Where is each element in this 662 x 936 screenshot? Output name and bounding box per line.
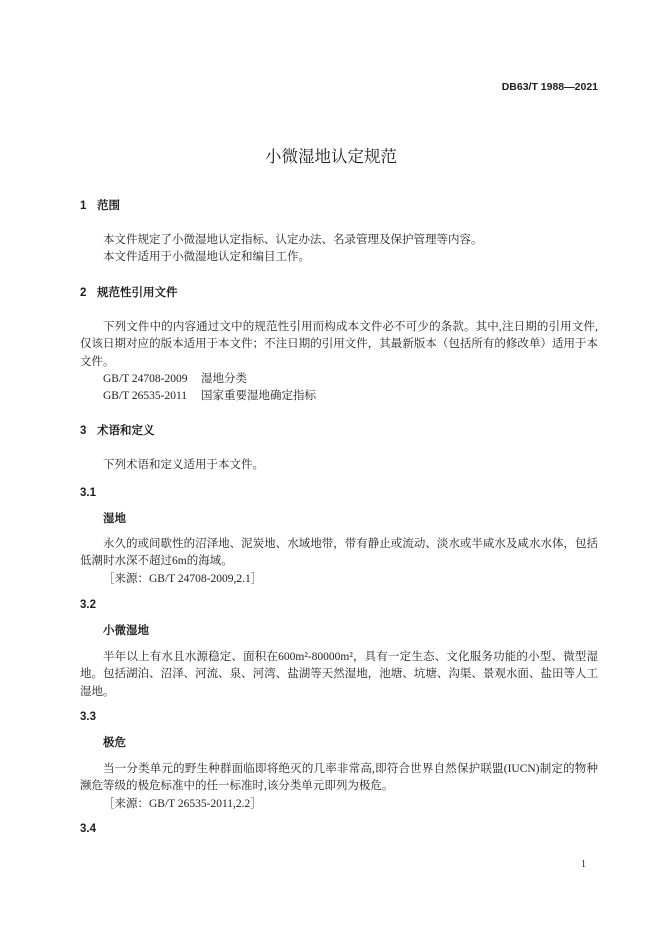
section-3-heading xyxy=(80,423,598,440)
reference-code: GB/T 26535-2011 xyxy=(103,390,188,403)
term-definition-line: 濒危等级的极危标准中的任一标准时,该分类单元即列为极危。 xyxy=(80,780,394,793)
section-number: 3 xyxy=(80,425,87,437)
term-definition xyxy=(80,536,598,588)
reference-code: GB/T 24708-2009 xyxy=(103,372,188,385)
term-definition xyxy=(80,649,598,701)
section-number: 1 xyxy=(80,200,87,212)
paragraph-line: 仅该日期对应的版本适用于本文件；不注日期的引用文件，其最新版本（包括所有的修改单）适用于本 xyxy=(80,338,598,351)
reference-title: 湿地分类 xyxy=(201,372,247,385)
term-entry-number: 3.4 xyxy=(80,823,96,835)
section-1-body xyxy=(80,232,598,267)
paragraph: 下列术语和定义适用于本文件。 xyxy=(103,459,264,471)
header-document-code: DB63/T 1988—2021 xyxy=(501,81,598,93)
section-1-heading xyxy=(80,198,598,215)
term-name: 小微湿地 xyxy=(103,625,149,637)
paragraph: 本文件规定了小微湿地认定指标、认定办法、名录管理及保护管理等内容。 xyxy=(103,234,483,246)
document-title: 小微湿地认定规范 xyxy=(265,148,397,166)
section-2-body xyxy=(80,319,598,405)
reference-title: 国家重要湿地确定指标 xyxy=(201,390,316,403)
term-definition-line: 低潮时水深不超过6m的海域。 xyxy=(80,555,233,568)
section-title: 术语和定义 xyxy=(97,425,155,437)
term-entry-number: 3.2 xyxy=(80,599,96,611)
term-name: 湿地 xyxy=(103,513,126,525)
section-3-intro xyxy=(80,457,598,474)
term-definition-line: 地。包括湖泊、沼泽、河流、泉、河湾、盐湖等天然湿地，池塘、坑塘、沟渠、景观水面、盐田等人工 xyxy=(80,668,598,681)
reference-entry xyxy=(80,388,598,405)
term-definition-line: 半年以上有水且水源稳定、面积在600m²-80000m²，具有一定生态、文化服务功能的小型、微型湿 xyxy=(103,651,598,663)
paragraph-line: 下列文件中的内容通过文中的规范性引用而构成本文件必不可少的条款。其中,注日期的引用文件, xyxy=(103,321,598,333)
paragraph-line: 文件。 xyxy=(80,355,115,368)
section-title: 范围 xyxy=(97,200,120,212)
term-entry-number: 3.1 xyxy=(80,487,96,499)
page-number: 1 xyxy=(581,859,586,870)
paragraph: 本文件适用于小微湿地认定和编目工作。 xyxy=(103,251,310,264)
term-definition-line: 永久的或间歇性的沼泽地、泥炭地、水域地带，带有静止或流动、淡水或半咸水及咸水水体，包括 xyxy=(103,538,598,550)
section-2-heading xyxy=(80,285,598,302)
term-source: ［来源：GB/T 24708-2009,2.1］ xyxy=(103,572,263,585)
term-definition-line: 湿地。 xyxy=(80,685,115,698)
term-entry-number: 3.3 xyxy=(80,711,96,723)
term-source: ［来源：GB/T 26535-2011,2.2］ xyxy=(103,797,262,810)
term-definition xyxy=(80,761,598,813)
section-number: 2 xyxy=(80,287,87,299)
reference-entry xyxy=(80,371,598,388)
section-title: 规范性引用文件 xyxy=(97,287,178,299)
term-definition-line: 当一分类单元的野生种群面临即将绝灭的几率非常高,即符合世界自然保护联盟(IUCN)制定的物种 xyxy=(103,763,598,775)
term-name: 极危 xyxy=(103,737,126,749)
